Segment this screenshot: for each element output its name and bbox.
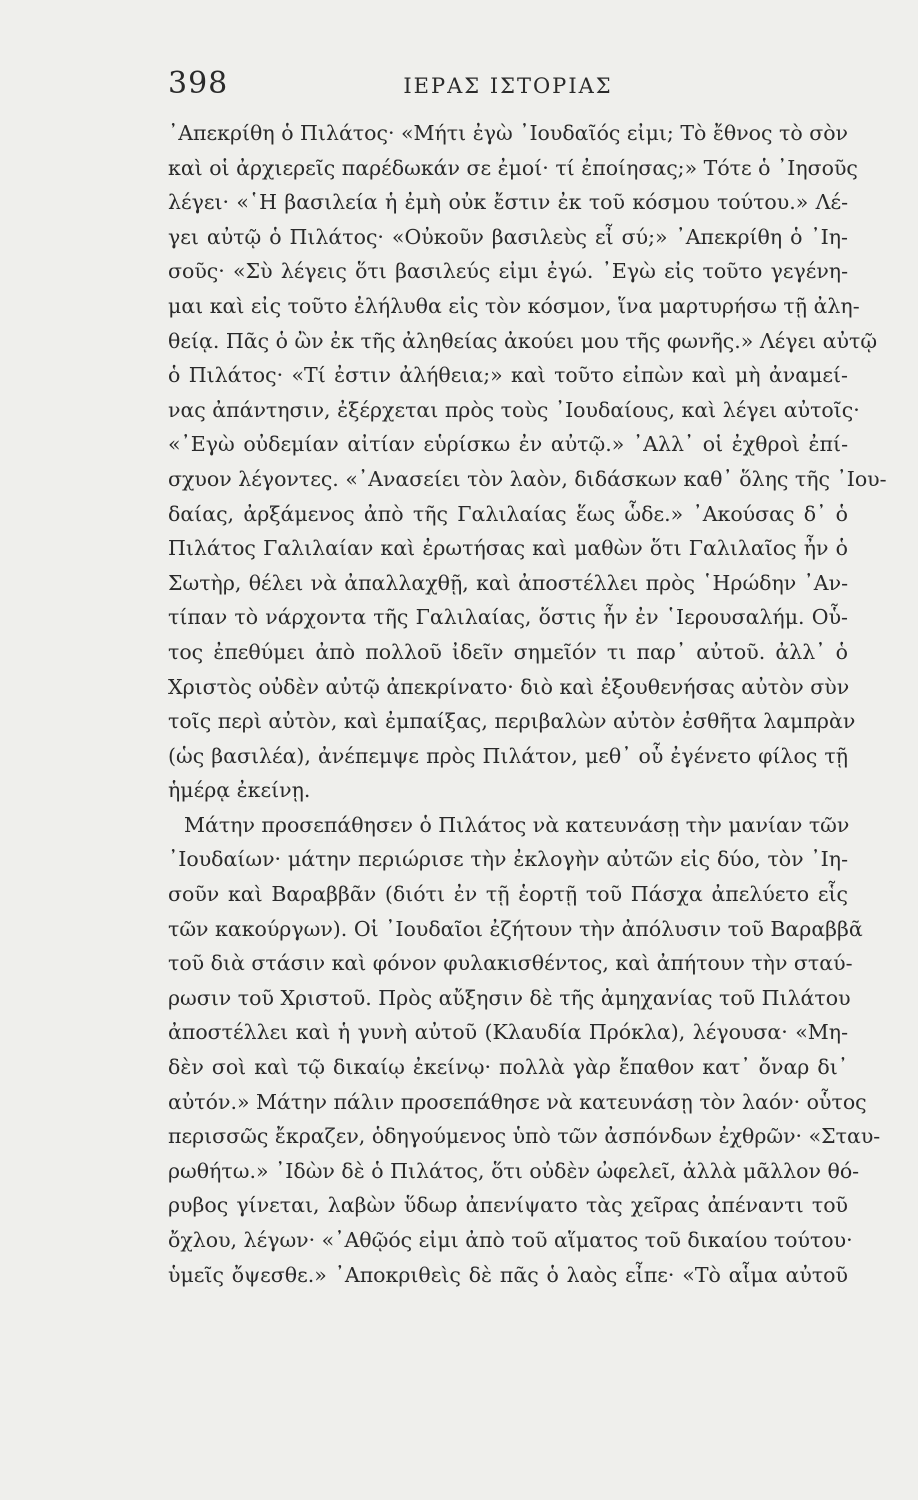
text-line: ᾿Ιουδαίων· μάτην περιώρισε τὴν ἐκλογὴν αὐτῶν εἰς δύο, τὸν ᾿Ιη-	[168, 847, 848, 872]
text-line: τοῦ διὰ στάσιν καὶ φόνον φυλακισθέντος, καὶ ἀπήτουν τὴν σταύ-	[168, 951, 853, 976]
page-number: 398	[168, 66, 229, 101]
paragraph-2	[168, 808, 881, 1292]
text-line: δὲν σοὶ καὶ τῷ δικαίῳ ἐκείνῳ· πολλὰ γὰρ ἔπαθον κατ᾿ ὄναρ δι᾿	[168, 1055, 848, 1080]
text-line: μαι καὶ εἰς τοῦτο ἐλήλυθα εἰς τὸν κόσμον, ἵνα μαρτυρήσω τῇ ἀλη-	[168, 293, 860, 318]
text-line: Χριστὸς οὐδὲν αὐτῷ ἀπεκρίνατο· διὸ καὶ ἐξουθενήσας αὐτὸν σὺν	[168, 674, 850, 699]
text-line: σοῦν καὶ Βαραββᾶν (διότι ἐν τῇ ἑορτῇ τοῦ Πάσχα ἀπελύετο εἷς	[168, 882, 848, 907]
text-line: ὁ Πιλάτος· «Τί ἐστιν ἀλήθεια;» καὶ τοῦτο εἰπὼν καὶ μὴ ἀναμεί-	[168, 363, 848, 388]
text-line: Πιλάτος Γαλιλαίαν καὶ ἐρωτήσας καὶ μαθὼν ὅτι Γαλιλαῖος ἦν ὁ	[168, 536, 848, 561]
text-line: νας ἀπάντησιν, ἐξέρχεται πρὸς τοὺς ᾿Ιουδαίους, καὶ λέγει αὐτοῖς·	[168, 397, 860, 422]
text-line: «᾿Εγὼ οὐδεμίαν αἰτίαν εὑρίσκω ἐν αὐτῷ.» ᾿Αλλ᾿ οἱ ἐχθροὶ ἐπί-	[168, 432, 848, 457]
text-line: ὑμεῖς ὄψεσθε.» ᾿Αποκριθεὶς δὲ πᾶς ὁ λαὸς εἶπε· «Τὸ αἷμα αὐτοῦ	[168, 1262, 848, 1287]
text-line: καὶ οἱ ἀρχιερεῖς παρέδωκάν σε ἐμοί· τί ἐποίησας;» Τότε ὁ ᾿Ιησοῦς	[168, 155, 858, 180]
text-line: τος ἐπεθύμει ἀπὸ πολλοῦ ἰδεῖν σημεῖόν τι παρ᾿ αὐτοῦ. ἀλλ᾿ ὁ	[168, 639, 848, 664]
paragraph-1	[168, 116, 887, 808]
text-line: ἀποστέλλει καὶ ἡ γυνὴ αὐτοῦ (Κλαυδία Πρόκλα), λέγουσα· «Μη-	[168, 1020, 848, 1045]
text-line: ὄχλου, λέγων· «᾿Αθῷός εἰμι ἀπὸ τοῦ αἵματος τοῦ δικαίου τούτου·	[168, 1228, 853, 1252]
text-line: τοῖς περὶ αὐτὸν, καὶ ἐμπαίξας, περιβαλὼν αὐτὸν ἐσθῆτα λαμπρὰν	[168, 709, 856, 734]
text-line: Σωτὴρ, θέλει νὰ ἀπαλλαχθῇ, καὶ ἀποστέλλει πρὸς ῾Ηρώδην ᾿Αν-	[168, 570, 848, 595]
text-line: σοῦς· «Σὺ λέγεις ὅτι βασιλεύς εἰμι ἐγώ. ᾿Εγὼ εἰς τοῦτο γεγένη-	[168, 259, 848, 284]
text-line: ἡμέρᾳ ἐκείνῃ.	[168, 778, 311, 803]
running-title: ΙΕΡΑΣ ΙΣΤΟΡΙΑΣ	[403, 74, 613, 98]
text-line: τῶν κακούργων). Οἱ ᾿Ιουδαῖοι ἐζήτουν τὴν ἀπόλυσιν τοῦ Βαραββᾶ	[168, 916, 863, 941]
text-line: ρυβος γίνεται, λαβὼν ὕδωρ ἀπενίψατο τὰς χεῖρας ἀπέναντι τοῦ	[168, 1193, 848, 1218]
text-line: (ὡς βασιλέα), ἀνέπεμψε πρὸς Πιλάτον, μεθ᾿ οὗ ἐγένετο φίλος τῇ	[168, 743, 848, 768]
text-line: ᾿Απεκρίθη ὁ Πιλάτος· «Μήτι ἐγὼ ᾿Ιουδαῖός εἰμι; Τὸ ἔθνος τὸ σὸν	[168, 121, 849, 145]
text-line: ρωθήτω.» ᾿Ιδὼν δὲ ὁ Πιλάτος, ὅτι οὐδὲν ὠφελεῖ, ἀλλὰ μᾶλλον θό-	[168, 1158, 860, 1183]
text-line: αὐτόν.» Μάτην πάλιν προσεπάθησε νὰ κατευνάσῃ τὸν λαόν· οὗτος	[168, 1089, 867, 1114]
text-line: τίπαν τὸ νάρχοντα τῆς Γαλιλαίας, ὅστις ἦν ἐν ῾Ιερουσαλήμ. Οὗ-	[168, 605, 848, 630]
text-line: δαίας, ἀρξάμενος ἀπὸ τῆς Γαλιλαίας ἕως ὧδε.» ᾿Ακούσας δ᾿ ὁ	[168, 501, 848, 526]
text-line: γει αὐτῷ ὁ Πιλάτος· «Οὐκοῦν βασιλεὺς εἶ σύ;» ᾿Απεκρίθη ὁ ᾿Ιη-	[168, 224, 848, 249]
page-header	[168, 66, 848, 106]
first-line-text: Μάτην προσεπάθησεν ὁ Πιλάτος νὰ κατευνάσῃ τὴν μανίαν τῶν	[184, 812, 850, 837]
text-line: σχυον λέγοντες. «᾿Ανασείει τὸν λαὸν, διδάσκων καθ᾿ ὅλης τῆς ᾿Ιου-	[168, 466, 887, 491]
body-text	[168, 116, 887, 1292]
text-line: ρωσιν τοῦ Χριστοῦ. Πρὸς αὔξησιν δὲ τῆς ἀμηχανίας τοῦ Πιλάτου	[168, 985, 851, 1010]
text-line: λέγει· «῾Η βασιλεία ἡ ἐμὴ οὐκ ἔστιν ἐκ τοῦ κόσμου τούτου.» Λέ-	[168, 190, 848, 215]
text-line	[168, 808, 848, 843]
text-line: θείᾳ. Πᾶς ὁ ὢν ἐκ τῆς ἀληθείας ἀκούει μου τῆς φωνῆς.» Λέγει αὐτῷ	[168, 328, 878, 353]
text-line: περισσῶς ἔκραζεν, ὁδηγούμενος ὑπὸ τῶν ἀσπόνδων ἐχθρῶν· «Σταυ-	[168, 1124, 881, 1149]
